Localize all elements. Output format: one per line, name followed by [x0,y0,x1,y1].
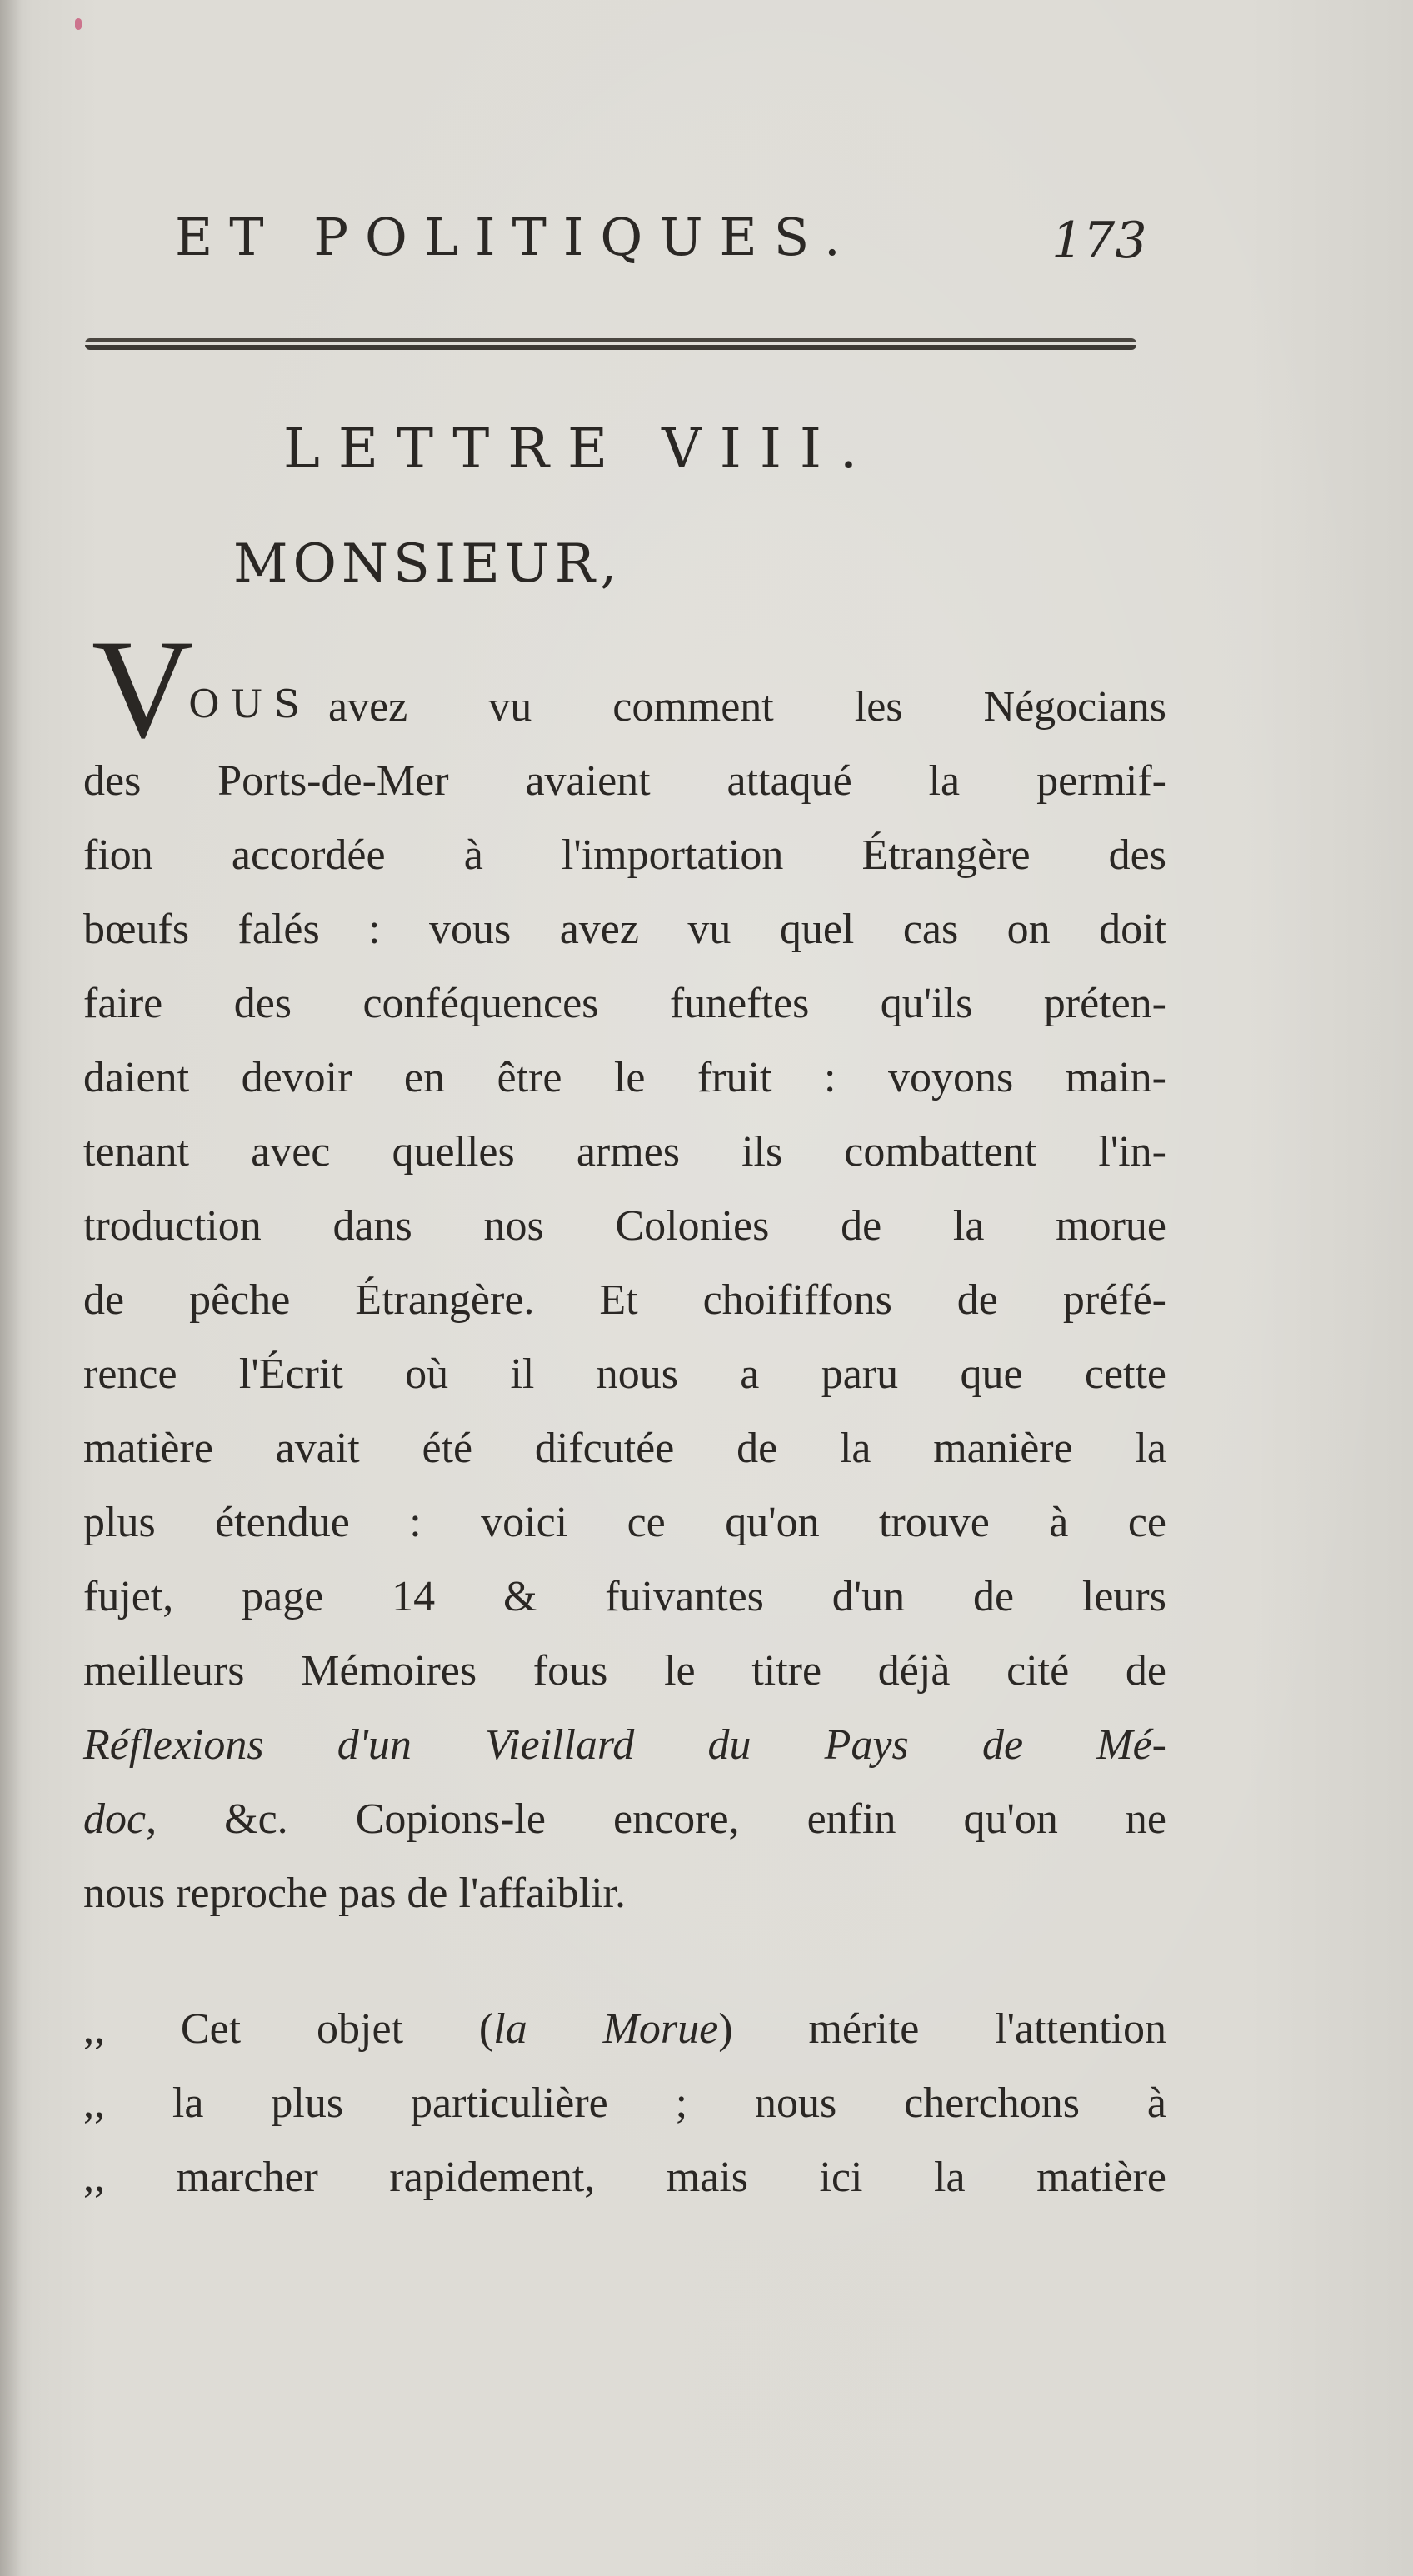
quote-italic-fragment: la Morue [493,2005,719,2053]
text-line: avez vu comment les Négocians [328,683,1166,731]
text-line: de pêche Étrangère. Et choififfons de préfé- [83,1276,1166,1324]
text-line [83,1795,1166,1843]
gutter-shadow [0,0,22,2576]
text-line: rence l'Écrit où il nous a paru que cette [83,1350,1166,1398]
drop-cap: V [92,611,194,767]
page-number: 173 [1051,212,1147,270]
text-line: meilleurs Mémoires fous le titre déjà cité de [83,1647,1166,1695]
italic-title-line: Réflexions d'un Vieillard du Pays de Mé- [83,1721,1166,1769]
text-line: des Ports-de-Mer avaient attaqué la permif- [83,757,1166,805]
quote-line [83,2005,1166,2053]
text-line: daient devoir en être le fruit : voyons main- [83,1054,1166,1101]
text-line: fujet, page 14 & fuivantes d'un de leurs [83,1573,1166,1620]
text-line-last: nous reproche pas de l'affaiblir. [83,1870,626,1917]
quote-line: ,, la plus particulière ; nous cherchons à [83,2079,1166,2127]
text-line: troduction dans nos Colonies de la morue [83,1202,1166,1250]
quote-fragment: ,, Cet objet ( [83,2005,494,2053]
quote-line: ,, marcher rapidement, mais ici la matière [83,2154,1166,2201]
ink-spot [75,18,82,30]
salutation: MONSIEUR, [233,533,622,595]
running-title: ET POLITIQUES. [175,207,857,267]
text-line: faire des conféquences funeftes qu'ils préten- [83,980,1166,1027]
text-fragment: , &c. Copions-le encore, enfin qu'on ne [146,1795,1166,1843]
first-word-smallcaps: OUS [188,681,311,726]
quote-fragment: ) mérite l'attention [718,2005,1166,2053]
text-line: matière avait été difcutée de la manière la [83,1425,1166,1472]
text-line: bœufs falés : vous avez vu quel cas on doit [83,906,1166,953]
letter-title: LETTRE VIII. [283,417,876,481]
text-line: tenant avec quelles armes ils combattent l'in- [83,1128,1166,1176]
header-rule [85,338,1136,350]
text-line: plus étendue : voici ce qu'on trouve à ce [83,1499,1166,1546]
text-line: fion accordée à l'importation Étrangère des [83,831,1166,879]
italic-fragment: doc [83,1795,147,1843]
